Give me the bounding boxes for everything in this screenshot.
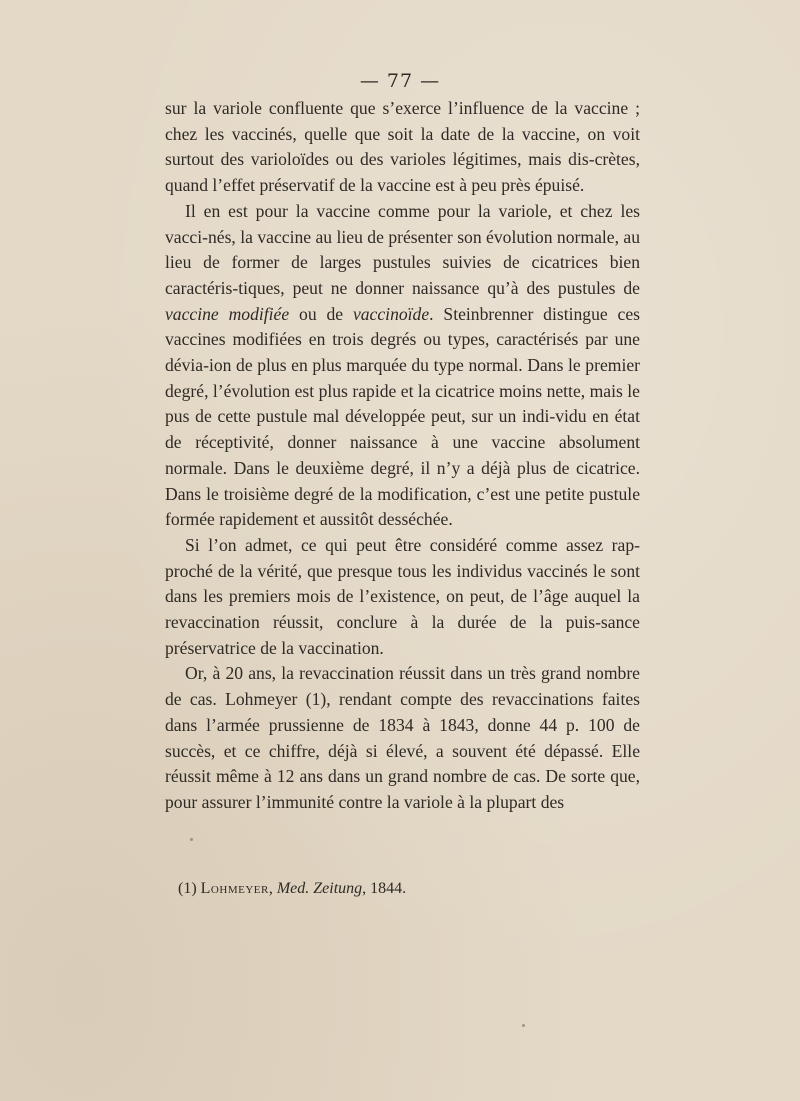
- body-text: [165, 96, 640, 816]
- text-run: ou de: [289, 303, 353, 324]
- italic-term: vaccinoïde: [352, 303, 430, 324]
- text-run: Si l’on admet, ce qui peut être considéré comme assez rap-proché de la vérité, que presque tous les individus vaccinés le sont dans les premiers mois de l’existence, on peut, de l’âge auquel la revaccination réussit, conclure à la durée de la puis-sance préservatrice de la vaccination.: [165, 534, 640, 658]
- footnote-author: Lohmeyer: [200, 880, 269, 897]
- paragraph: [165, 96, 640, 199]
- paragraph: [165, 199, 640, 533]
- page-number: — 77 —: [359, 70, 441, 92]
- footnote-separator: ,: [268, 880, 277, 897]
- italic-term: vaccine modifiée: [165, 303, 290, 324]
- text-run: sur la variole confluente que s’exerce l’influence de la vaccine ; chez les vaccinés, quelle que soit la date de la vaccine, on voit surtout des varioloïdes ou des varioles légitimes, mais dis-crètes, quand l’effet préservatif de la vaccine est à peu près épuisé.: [165, 98, 640, 196]
- paper-speck: [190, 838, 193, 841]
- text-run: Or, à 20 ans, la revaccination réussit dans un très grand nombre de cas. Lohmeyer (1), rendant compte des revaccinations faites dans l’armée prussienne de 1834 à 1843, donne 44 p. 100 de succès, et ce chiffre, déjà si élevé, a souvent été dépassé. Elle réussit même à 12 ans dans un grand nombre de cas. De sorte que, pour assurer l’immunité contre la variole à la plupart des: [165, 663, 640, 812]
- footnote-tail: , 1844.: [362, 880, 407, 897]
- paragraph: [165, 661, 640, 815]
- text-run: Il en est pour la vaccine comme pour la variole, et chez les vacci-nés, la vaccine au lieu de présenter son évolution normale, au lieu de former de larges pustules suivies de cicatrices bien caractéris-tiques, peut ne donner naissance qu’à des pustules de: [165, 200, 640, 298]
- footnote-journal: Med. Zeitung: [276, 880, 363, 897]
- paragraph: [165, 533, 640, 662]
- text-run: . Steinbrenner distingue ces vaccines modifiées en trois degrés ou types, caractérisés par une dévia-ion de plus en plus marquée du type normal. Dans le premier degré, l’évolution est plus rapide et la cicatrice moins nette, mais le pus de cette pustule mal développée peut, sur un indi-vidu en état de réceptivité, donner naissance à une vaccine absolument normale. Dans le deuxième degré, il n’y a déjà plus de cicatrice. Dans le troisième degré de la modification, c’est une petite pustule formée rapidement et aussitôt desséchée.: [165, 303, 640, 530]
- paper-speck: [522, 1024, 525, 1027]
- footnote: [178, 880, 406, 898]
- footnote-marker: (1): [178, 880, 201, 897]
